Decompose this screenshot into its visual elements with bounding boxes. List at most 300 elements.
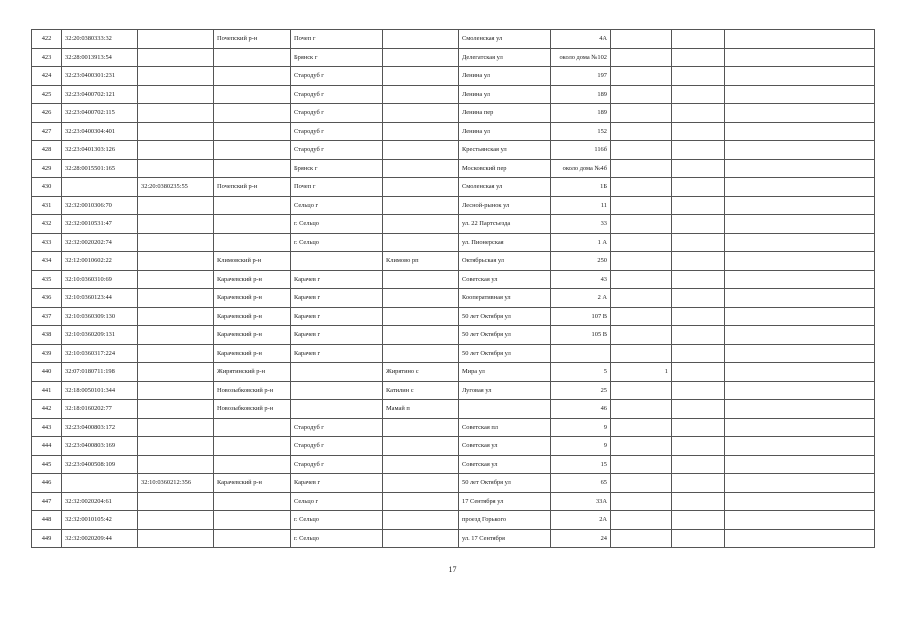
extra-cell <box>611 122 672 141</box>
street-cell: 50 лет Октября ул <box>459 344 551 363</box>
district-cell: Карачевский р-н <box>214 326 291 345</box>
settlement-cell <box>383 215 459 234</box>
street-cell: Советская ул <box>459 455 551 474</box>
street-cell: Мира ул <box>459 363 551 382</box>
district-cell: Жирятинский р-н <box>214 363 291 382</box>
cadastral-number-alt-cell <box>138 196 214 215</box>
empty-cell <box>725 270 875 289</box>
empty-cell <box>725 400 875 419</box>
row-number-cell: 449 <box>32 529 62 548</box>
cadastral-number-cell: 32:23:0400702:121 <box>62 85 138 104</box>
cadastral-number-cell: 32:32:0010531:47 <box>62 215 138 234</box>
house-cell: 5 <box>551 363 611 382</box>
district-cell <box>214 529 291 548</box>
house-cell: 189 <box>551 104 611 123</box>
cadastral-number-alt-cell <box>138 48 214 67</box>
extra-cell <box>611 344 672 363</box>
cadastral-number-alt-cell <box>138 381 214 400</box>
cadastral-number-cell: 32:28:0015501:165 <box>62 159 138 178</box>
cadastral-number-cell: 32:32:0020204:61 <box>62 492 138 511</box>
cadastral-number-cell: 32:23:0400803:169 <box>62 437 138 456</box>
street-cell: Лесной-рынок ул <box>459 196 551 215</box>
row-number-cell: 429 <box>32 159 62 178</box>
cadastral-number-alt-cell <box>138 159 214 178</box>
district-cell: Климовский р-н <box>214 252 291 271</box>
city-cell: Карачев г <box>291 307 383 326</box>
empty-cell <box>672 141 725 160</box>
extra-cell <box>611 159 672 178</box>
cadastral-number-alt-cell <box>138 437 214 456</box>
empty-cell <box>725 437 875 456</box>
settlement-cell <box>383 437 459 456</box>
district-cell: Новозыбковский р-н <box>214 400 291 419</box>
row-number-cell: 427 <box>32 122 62 141</box>
house-cell: 189 <box>551 85 611 104</box>
cadastral-number-cell <box>62 474 138 493</box>
district-cell <box>214 215 291 234</box>
row-number-cell: 423 <box>32 48 62 67</box>
city-cell: Карачев г <box>291 270 383 289</box>
extra-cell <box>611 48 672 67</box>
district-cell <box>214 48 291 67</box>
row-number-cell: 438 <box>32 326 62 345</box>
empty-cell <box>725 252 875 271</box>
table-row <box>32 326 875 345</box>
table-row <box>32 104 875 123</box>
empty-cell <box>672 326 725 345</box>
city-cell: г. Сельцо <box>291 215 383 234</box>
cadastral-number-cell: 32:18:0050101:344 <box>62 381 138 400</box>
district-cell <box>214 67 291 86</box>
cadastral-number-cell <box>62 178 138 197</box>
cadastral-number-cell: 32:23:0400301:231 <box>62 67 138 86</box>
empty-cell <box>672 252 725 271</box>
cadastral-number-alt-cell <box>138 252 214 271</box>
cadastral-number-cell: 32:23:0400304:401 <box>62 122 138 141</box>
cadastral-number-alt-cell <box>138 85 214 104</box>
city-cell: Сельцо г <box>291 492 383 511</box>
house-cell: 9 <box>551 437 611 456</box>
empty-cell <box>672 215 725 234</box>
settlement-cell <box>383 474 459 493</box>
district-cell <box>214 233 291 252</box>
table-row <box>32 381 875 400</box>
settlement-cell <box>383 326 459 345</box>
table-row <box>32 196 875 215</box>
district-cell: Почепский р-н <box>214 30 291 49</box>
table-row <box>32 178 875 197</box>
row-number-cell: 432 <box>32 215 62 234</box>
district-cell <box>214 159 291 178</box>
cadastral-number-alt-cell: 32:20:0380235:55 <box>138 178 214 197</box>
settlement-cell <box>383 30 459 49</box>
cadastral-number-alt-cell <box>138 492 214 511</box>
district-cell <box>214 122 291 141</box>
house-cell: 11 <box>551 196 611 215</box>
cadastral-number-alt-cell <box>138 511 214 530</box>
street-cell: ул. Пионерская <box>459 233 551 252</box>
table-row <box>32 363 875 382</box>
street-cell: Смоленская ул <box>459 30 551 49</box>
district-cell <box>214 141 291 160</box>
row-number-cell: 437 <box>32 307 62 326</box>
table-row <box>32 437 875 456</box>
table-row <box>32 400 875 419</box>
empty-cell <box>672 104 725 123</box>
empty-cell <box>725 307 875 326</box>
empty-cell <box>672 511 725 530</box>
street-cell <box>459 400 551 419</box>
row-number-cell: 440 <box>32 363 62 382</box>
house-cell: 197 <box>551 67 611 86</box>
cadastral-number-alt-cell <box>138 67 214 86</box>
table-row <box>32 474 875 493</box>
district-cell <box>214 455 291 474</box>
street-cell: Смоленская ул <box>459 178 551 197</box>
city-cell <box>291 381 383 400</box>
house-cell: 116б <box>551 141 611 160</box>
table-row <box>32 67 875 86</box>
extra-cell <box>611 455 672 474</box>
city-cell: Почеп г <box>291 178 383 197</box>
city-cell <box>291 363 383 382</box>
cadastral-number-cell: 32:32:0010105:42 <box>62 511 138 530</box>
table-row <box>32 344 875 363</box>
settlement-cell <box>383 455 459 474</box>
cadastral-number-cell: 32:23:0400803:172 <box>62 418 138 437</box>
cadastral-number-cell: 32:12:0010602:22 <box>62 252 138 271</box>
cadastral-number-alt-cell <box>138 418 214 437</box>
house-cell: 152 <box>551 122 611 141</box>
row-number-cell: 442 <box>32 400 62 419</box>
cadastral-number-alt-cell <box>138 400 214 419</box>
settlement-cell: Мамай п <box>383 400 459 419</box>
empty-cell <box>672 455 725 474</box>
extra-cell: 1 <box>611 363 672 382</box>
empty-cell <box>672 30 725 49</box>
empty-cell <box>725 104 875 123</box>
empty-cell <box>725 289 875 308</box>
empty-cell <box>725 85 875 104</box>
empty-cell <box>672 344 725 363</box>
street-cell: Ленина ул <box>459 122 551 141</box>
cadastral-number-alt-cell <box>138 270 214 289</box>
settlement-cell: Катилин с <box>383 381 459 400</box>
city-cell: Брянск г <box>291 48 383 67</box>
settlement-cell <box>383 141 459 160</box>
extra-cell <box>611 104 672 123</box>
row-number-cell: 430 <box>32 178 62 197</box>
table-row <box>32 233 875 252</box>
house-cell <box>551 344 611 363</box>
table-row <box>32 252 875 271</box>
extra-cell <box>611 252 672 271</box>
extra-cell <box>611 178 672 197</box>
house-cell: 107 В <box>551 307 611 326</box>
street-cell: Октябрьская ул <box>459 252 551 271</box>
empty-cell <box>725 492 875 511</box>
settlement-cell <box>383 270 459 289</box>
street-cell: Ленина ул <box>459 67 551 86</box>
row-number-cell: 435 <box>32 270 62 289</box>
extra-cell <box>611 418 672 437</box>
city-cell: Брянск г <box>291 159 383 178</box>
house-cell: 24 <box>551 529 611 548</box>
extra-cell <box>611 492 672 511</box>
empty-cell <box>672 159 725 178</box>
empty-cell <box>725 30 875 49</box>
district-cell: Карачевский р-н <box>214 344 291 363</box>
cadastral-number-cell: 32:23:0401303:126 <box>62 141 138 160</box>
empty-cell <box>725 178 875 197</box>
settlement-cell <box>383 104 459 123</box>
cadastral-number-alt-cell <box>138 104 214 123</box>
settlement-cell <box>383 492 459 511</box>
empty-cell <box>672 474 725 493</box>
cadastral-number-alt-cell <box>138 215 214 234</box>
row-number-cell: 446 <box>32 474 62 493</box>
house-cell: 65 <box>551 474 611 493</box>
table-row <box>32 289 875 308</box>
row-number-cell: 431 <box>32 196 62 215</box>
house-cell: 43 <box>551 270 611 289</box>
cadastral-number-alt-cell <box>138 122 214 141</box>
settlement-cell <box>383 85 459 104</box>
cadastral-number-cell: 32:10:0360310:69 <box>62 270 138 289</box>
city-cell: Сельцо г <box>291 196 383 215</box>
cadastral-number-cell: 32:32:0020202:74 <box>62 233 138 252</box>
cadastral-number-cell: 32:23:0400702:115 <box>62 104 138 123</box>
city-cell: Стародуб г <box>291 141 383 160</box>
district-cell <box>214 511 291 530</box>
row-number-cell: 424 <box>32 67 62 86</box>
settlement-cell <box>383 67 459 86</box>
extra-cell <box>611 270 672 289</box>
row-number-cell: 443 <box>32 418 62 437</box>
settlement-cell <box>383 307 459 326</box>
city-cell: г. Сельцо <box>291 529 383 548</box>
settlement-cell <box>383 418 459 437</box>
street-cell: Кооперативная ул <box>459 289 551 308</box>
cadastral-number-alt-cell <box>138 326 214 345</box>
extra-cell <box>611 289 672 308</box>
house-cell: 33 <box>551 215 611 234</box>
empty-cell <box>725 511 875 530</box>
empty-cell <box>725 48 875 67</box>
street-cell: Крестьянская ул <box>459 141 551 160</box>
city-cell: Карачев г <box>291 289 383 308</box>
table-row <box>32 30 875 49</box>
house-cell: 4А <box>551 30 611 49</box>
empty-cell <box>725 381 875 400</box>
empty-cell <box>672 418 725 437</box>
empty-cell <box>672 381 725 400</box>
cadastral-number-alt-cell <box>138 307 214 326</box>
empty-cell <box>725 418 875 437</box>
empty-cell <box>725 159 875 178</box>
street-cell: 50 лет Октября ул <box>459 326 551 345</box>
row-number-cell: 433 <box>32 233 62 252</box>
district-cell: Новозыбковский р-н <box>214 381 291 400</box>
extra-cell <box>611 381 672 400</box>
cadastral-number-alt-cell <box>138 233 214 252</box>
row-number-cell: 447 <box>32 492 62 511</box>
district-cell <box>214 492 291 511</box>
house-cell: около дома №102 <box>551 48 611 67</box>
cadastral-number-cell: 32:10:0360209:131 <box>62 326 138 345</box>
city-cell: Карачев г <box>291 474 383 493</box>
cadastral-number-cell: 32:28:0013913:54 <box>62 48 138 67</box>
extra-cell <box>611 196 672 215</box>
table-row <box>32 48 875 67</box>
house-cell: 9 <box>551 418 611 437</box>
street-cell: Ленина пер <box>459 104 551 123</box>
extra-cell <box>611 529 672 548</box>
house-cell: 46 <box>551 400 611 419</box>
settlement-cell: Климово рп <box>383 252 459 271</box>
row-number-cell: 422 <box>32 30 62 49</box>
city-cell: г. Сельцо <box>291 233 383 252</box>
city-cell: Карачев г <box>291 344 383 363</box>
empty-cell <box>672 85 725 104</box>
table-row <box>32 307 875 326</box>
row-number-cell: 425 <box>32 85 62 104</box>
city-cell: г. Сельцо <box>291 511 383 530</box>
street-cell: ул. 22 Партсъезда <box>459 215 551 234</box>
settlement-cell <box>383 178 459 197</box>
table-row <box>32 270 875 289</box>
extra-cell <box>611 400 672 419</box>
settlement-cell <box>383 289 459 308</box>
empty-cell <box>672 363 725 382</box>
row-number-cell: 436 <box>32 289 62 308</box>
cadastral-number-cell: 32:10:0360123:44 <box>62 289 138 308</box>
empty-cell <box>725 344 875 363</box>
cadastral-number-alt-cell: 32:10:0360212:356 <box>138 474 214 493</box>
table-row <box>32 511 875 530</box>
house-cell: 1 А <box>551 233 611 252</box>
empty-cell <box>672 48 725 67</box>
district-cell: Карачевский р-н <box>214 270 291 289</box>
cadastral-number-alt-cell <box>138 30 214 49</box>
cadastral-number-alt-cell <box>138 529 214 548</box>
settlement-cell <box>383 529 459 548</box>
row-number-cell: 428 <box>32 141 62 160</box>
district-cell <box>214 85 291 104</box>
cadastral-number-cell: 32:10:0360317:224 <box>62 344 138 363</box>
cadastral-number-cell: 32:10:0360309:130 <box>62 307 138 326</box>
city-cell <box>291 252 383 271</box>
district-cell: Карачевский р-н <box>214 474 291 493</box>
row-number-cell: 441 <box>32 381 62 400</box>
street-cell: Луговая ул <box>459 381 551 400</box>
empty-cell <box>672 400 725 419</box>
extra-cell <box>611 474 672 493</box>
empty-cell <box>672 233 725 252</box>
table-body <box>32 30 875 548</box>
city-cell <box>291 400 383 419</box>
house-cell: 1Б <box>551 178 611 197</box>
empty-cell <box>672 270 725 289</box>
street-cell: Московский пер <box>459 159 551 178</box>
city-cell: Стародуб г <box>291 418 383 437</box>
street-cell: Советская ул <box>459 437 551 456</box>
city-cell: Карачев г <box>291 326 383 345</box>
empty-cell <box>725 455 875 474</box>
district-cell: Карачевский р-н <box>214 289 291 308</box>
registry-table <box>31 29 875 548</box>
empty-cell <box>725 326 875 345</box>
extra-cell <box>611 233 672 252</box>
empty-cell <box>725 215 875 234</box>
settlement-cell <box>383 196 459 215</box>
city-cell: Стародуб г <box>291 122 383 141</box>
cadastral-number-cell: 32:32:0020209:44 <box>62 529 138 548</box>
page-number: 17 <box>448 565 457 574</box>
settlement-cell <box>383 511 459 530</box>
empty-cell <box>672 307 725 326</box>
house-cell: 250 <box>551 252 611 271</box>
cadastral-number-cell: 32:07:0180711:198 <box>62 363 138 382</box>
district-cell <box>214 418 291 437</box>
city-cell: Стародуб г <box>291 437 383 456</box>
row-number-cell: 448 <box>32 511 62 530</box>
settlement-cell <box>383 233 459 252</box>
street-cell: Советская ул <box>459 270 551 289</box>
empty-cell <box>725 122 875 141</box>
empty-cell <box>725 196 875 215</box>
street-cell: ул. 17 Сентября <box>459 529 551 548</box>
empty-cell <box>725 529 875 548</box>
city-cell: Почеп г <box>291 30 383 49</box>
extra-cell <box>611 511 672 530</box>
house-cell: 2 А <box>551 289 611 308</box>
empty-cell <box>672 529 725 548</box>
house-cell: 15 <box>551 455 611 474</box>
street-cell: 50 лет Октября ул <box>459 307 551 326</box>
street-cell: проезд Горького <box>459 511 551 530</box>
table-row <box>32 492 875 511</box>
row-number-cell: 439 <box>32 344 62 363</box>
street-cell: 17 Сентября ул <box>459 492 551 511</box>
empty-cell <box>725 474 875 493</box>
empty-cell <box>672 67 725 86</box>
table-row <box>32 85 875 104</box>
house-cell: 105 В <box>551 326 611 345</box>
street-cell: Ленина ул <box>459 85 551 104</box>
district-cell <box>214 104 291 123</box>
settlement-cell <box>383 159 459 178</box>
house-cell: 2А <box>551 511 611 530</box>
city-cell: Стародуб г <box>291 67 383 86</box>
empty-cell <box>725 363 875 382</box>
district-cell: Карачевский р-н <box>214 307 291 326</box>
extra-cell <box>611 30 672 49</box>
city-cell: Стародуб г <box>291 455 383 474</box>
street-cell: Делегатская ул <box>459 48 551 67</box>
row-number-cell: 426 <box>32 104 62 123</box>
empty-cell <box>672 196 725 215</box>
table-row <box>32 215 875 234</box>
cadastral-number-cell: 32:32:0010306:70 <box>62 196 138 215</box>
settlement-cell <box>383 122 459 141</box>
cadastral-number-cell: 32:18:0160202:77 <box>62 400 138 419</box>
extra-cell <box>611 326 672 345</box>
cadastral-number-alt-cell <box>138 455 214 474</box>
table-row <box>32 141 875 160</box>
empty-cell <box>672 492 725 511</box>
house-cell: 33А <box>551 492 611 511</box>
